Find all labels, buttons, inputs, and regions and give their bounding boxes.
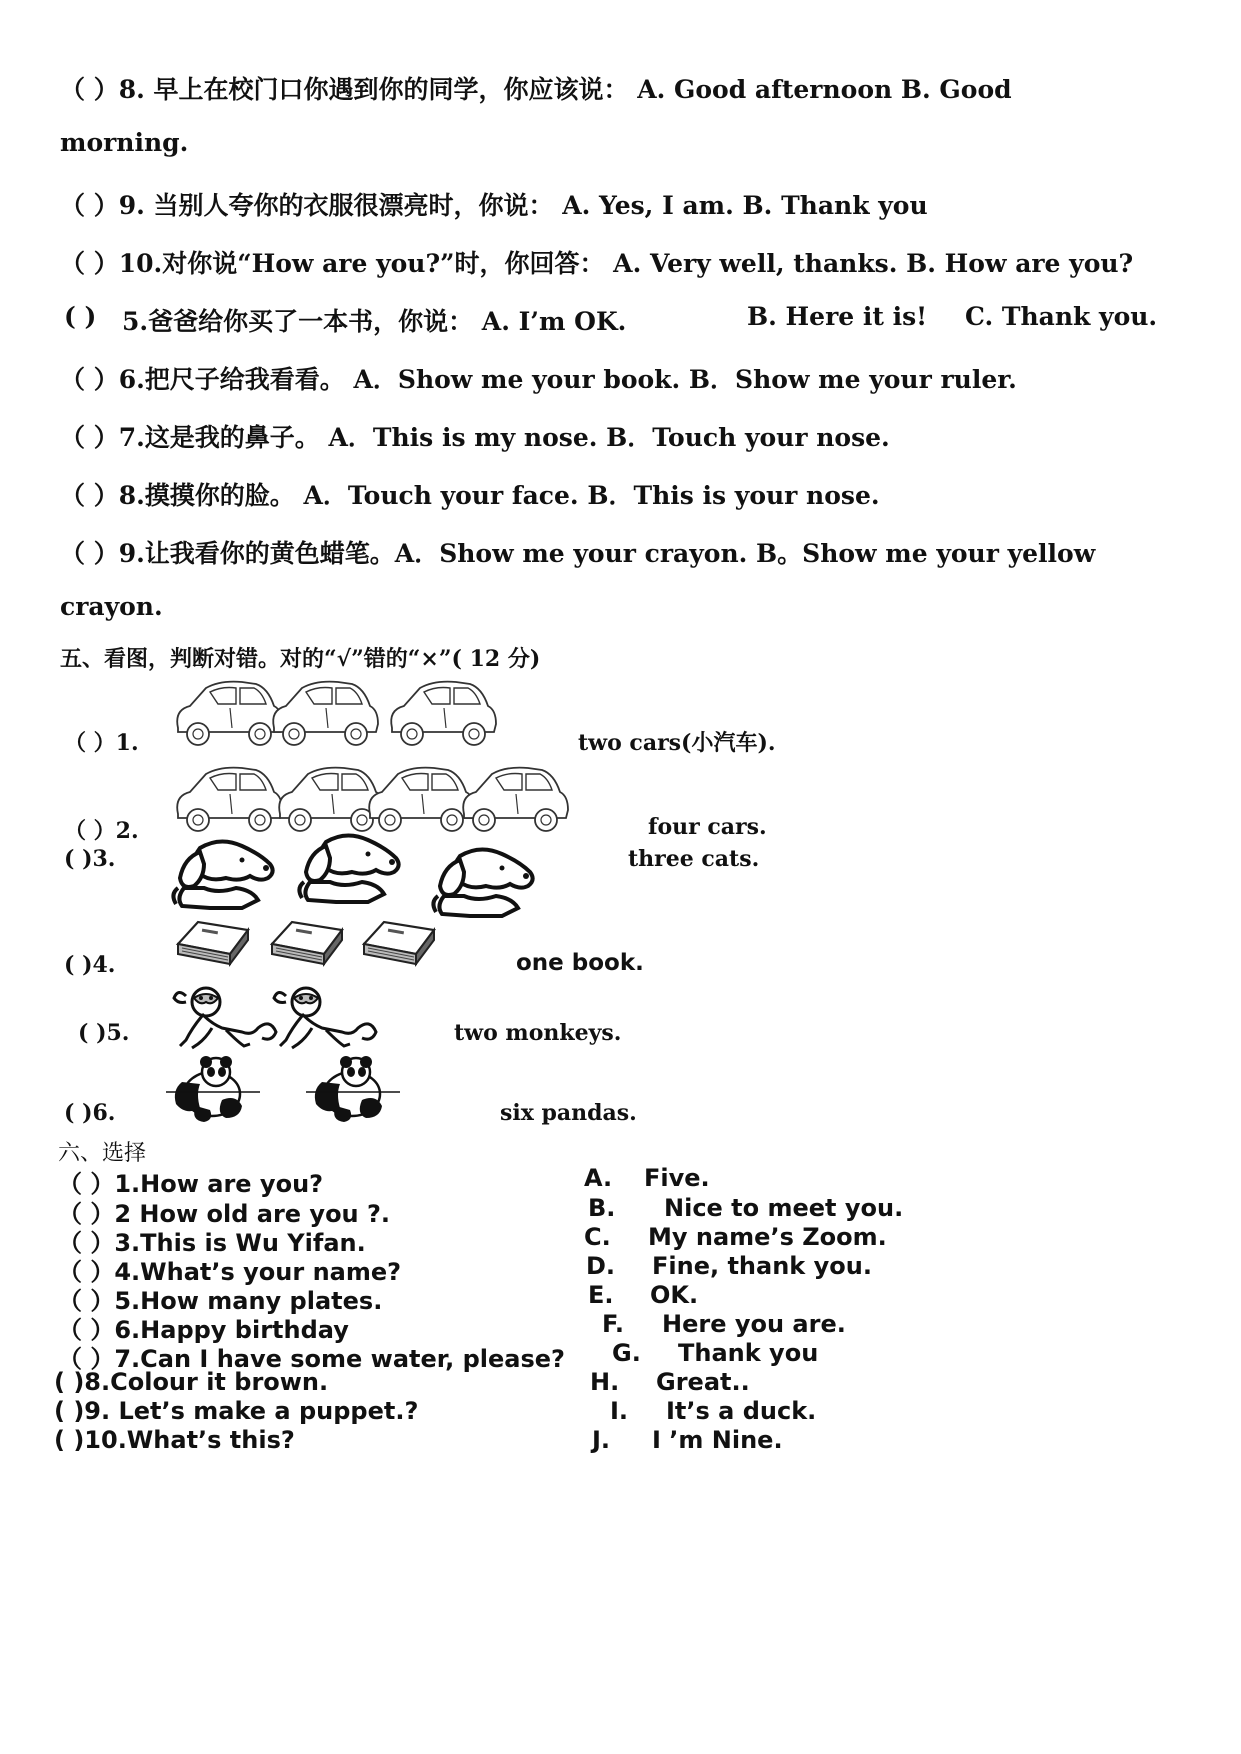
answer-text-d: Fine, thank you.	[652, 1252, 872, 1280]
car-icon	[369, 768, 474, 831]
picture-item-4-paren: ( )4.	[64, 952, 116, 978]
answer-letter-c: C.	[584, 1223, 611, 1251]
picture-item-5-text: two monkeys.	[454, 1020, 622, 1046]
answer-text-j: I ’m Nine.	[652, 1426, 783, 1454]
panda-icon	[166, 1056, 260, 1122]
question-8-line2: morning.	[60, 128, 189, 157]
answer-text-c: My name’s Zoom.	[648, 1223, 887, 1251]
answer-letter-d: D.	[586, 1252, 616, 1280]
picture-item-2-text: four cars.	[648, 814, 767, 840]
answer-text-g: Thank you	[678, 1339, 819, 1367]
dog-icon	[173, 841, 272, 908]
answer-text-e: OK.	[650, 1281, 699, 1309]
section-5-heading: 五、看图，判断对错。对的“√”错的“×”( 12 分)	[60, 646, 541, 672]
picture-item-2-paren: （ ）2.	[64, 818, 139, 844]
question-5-option-b: B. Here it is!	[747, 302, 928, 331]
car-icon	[177, 682, 282, 745]
picture-item-3-paren: ( )3.	[64, 846, 116, 872]
match-question-5: （ ）5.How many plates.	[58, 1287, 383, 1315]
answer-text-h: Great..	[656, 1368, 750, 1396]
question-9: （ ）9. 当别人夸你的衣服很漂亮时，你说： A. Yes, I am. B. Thank you	[60, 191, 928, 220]
answer-letter-e: E.	[588, 1281, 614, 1309]
question-7: （ ）7.这是我的鼻子。 A．This is my nose. B．Touch your nose.	[60, 423, 890, 452]
answer-text-f: Here you are.	[662, 1310, 846, 1338]
question-6: （ ）6.把尺子给我看看。 A．Show me your book. B．Show me your ruler.	[60, 365, 1017, 394]
match-question-8: ( )8.Colour it brown.	[54, 1368, 329, 1396]
monkey-icon	[174, 988, 276, 1048]
car-icon	[463, 768, 568, 831]
match-question-2: （ ）2 How old are you ?.	[58, 1200, 391, 1228]
question-10: （ ）10.对你说“How are you?”时，你回答： A. Very well, thanks. B. How are you?	[60, 249, 1134, 278]
answer-letter-f: F.	[602, 1310, 624, 1338]
answer-letter-b: B.	[588, 1194, 616, 1222]
car-icon	[273, 682, 378, 745]
question-5-prompt: 5.爸爸给你买了一本书，你说： A. I’m OK.	[122, 307, 627, 336]
book-icon	[272, 922, 342, 964]
book-icon	[364, 922, 434, 964]
match-question-3: （ ）3.This is Wu Yifan.	[58, 1229, 366, 1257]
match-question-7: （ ）7.Can I have some water, please?	[58, 1345, 565, 1373]
section-6-heading: 六、选择	[58, 1141, 147, 1166]
car-icon	[177, 768, 282, 831]
question-5-paren: ( )	[64, 302, 97, 331]
picture-item-1-paren: （ ）1.	[64, 730, 139, 756]
picture-item-3-text: three cats.	[628, 846, 760, 872]
match-question-9: ( )9. Let’s make a puppet.?	[54, 1397, 419, 1425]
match-question-6: （ ）6.Happy birthday	[58, 1316, 349, 1344]
answer-letter-h: H.	[590, 1368, 620, 1396]
panda-icon	[306, 1056, 400, 1122]
answer-letter-a: A.	[584, 1164, 613, 1192]
car-icon	[279, 768, 384, 831]
question-8b: （ ）8.摸摸你的脸。 A．Touch your face. B．This is your nose.	[60, 481, 880, 510]
answer-text-i: It’s a duck.	[666, 1397, 817, 1425]
book-icon	[178, 922, 248, 964]
picture-item-6-text: six pandas.	[500, 1100, 637, 1126]
answer-letter-i: I.	[610, 1397, 629, 1425]
match-question-4: （ ）4.What’s your name?	[58, 1258, 402, 1286]
monkey-icon	[274, 988, 376, 1048]
question-9b-line1: （ ）9.让我看你的黄色蜡笔。A．Show me your crayon. B。Show me your yellow	[60, 539, 1096, 568]
picture-item-6-paren: ( )6.	[64, 1100, 116, 1126]
dog-icon	[433, 849, 532, 916]
question-5-option-c: C. Thank you.	[965, 302, 1158, 331]
question-9b-line2: crayon.	[60, 592, 163, 621]
answer-text-b: Nice to meet you.	[664, 1194, 904, 1222]
match-question-1: （ ）1.How are you?	[58, 1170, 324, 1198]
car-icon	[391, 682, 496, 745]
answer-letter-g: G.	[612, 1339, 641, 1367]
answer-letter-j: J.	[592, 1426, 611, 1454]
question-8-line1: （ ）8. 早上在校门口你遇到你的同学，你应该说： A. Good afternoon B. Good	[60, 75, 1012, 104]
match-question-10: ( )10.What’s this?	[54, 1426, 295, 1454]
picture-item-1-text: two cars(小汽车).	[578, 730, 776, 756]
answer-text-a: Five.	[644, 1164, 710, 1192]
picture-item-4-text: one book.	[516, 950, 644, 976]
dog-icon	[299, 835, 398, 902]
picture-item-5-paren: ( )5.	[78, 1020, 130, 1046]
